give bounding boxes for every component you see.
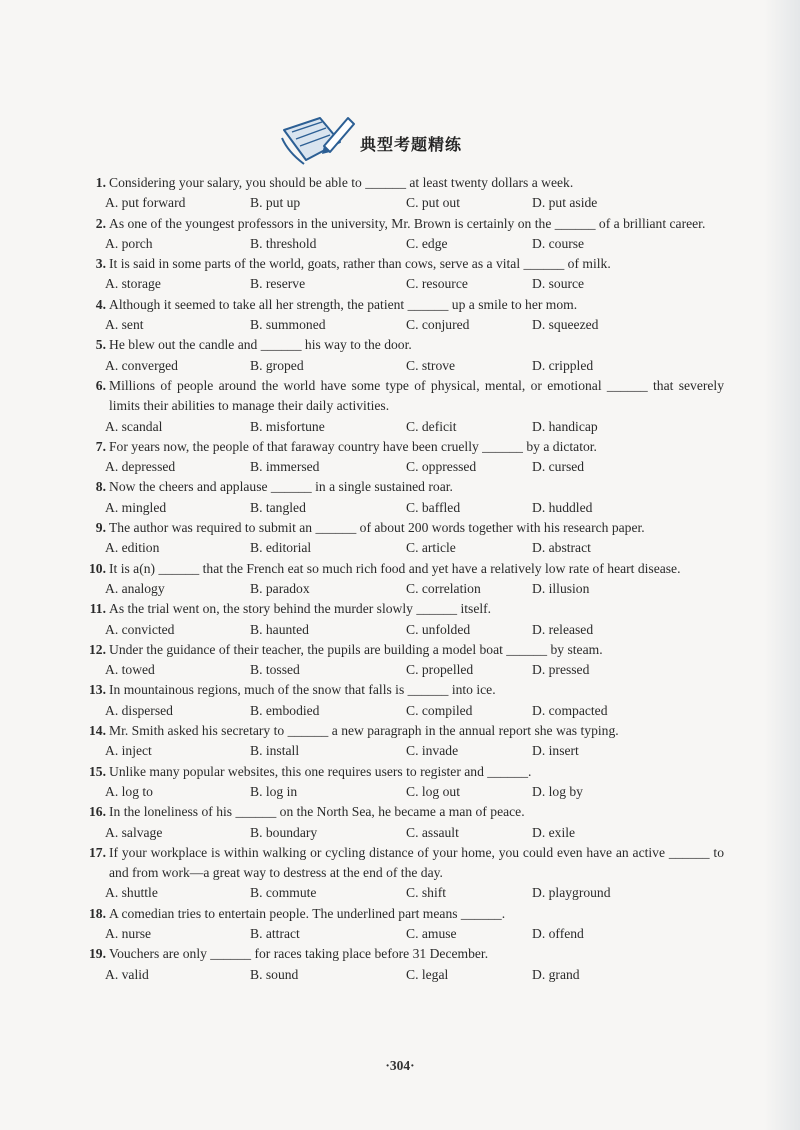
- question-list: [88, 173, 724, 985]
- question-number: 14.: [89, 723, 106, 739]
- page-number: ·304·: [385, 1058, 415, 1073]
- question-16: [88, 802, 724, 843]
- option-a: A. analogy: [105, 580, 165, 596]
- option-a: A. depressed: [105, 459, 176, 475]
- question-6: [88, 376, 724, 437]
- question-19: [88, 944, 724, 985]
- option-a: A. sent: [105, 317, 144, 333]
- question-number: 2.: [95, 215, 106, 231]
- option-c: C. shift: [406, 885, 447, 901]
- question-number: 18.: [89, 905, 106, 921]
- option-d: D. huddled: [532, 499, 593, 515]
- question-2: [88, 214, 724, 255]
- option-b: B. tangled: [250, 499, 306, 515]
- option-a: A. valid: [105, 966, 149, 982]
- option-b: B. immersed: [250, 459, 320, 475]
- option-c: C. propelled: [406, 662, 474, 678]
- option-c: C. edge: [406, 235, 448, 251]
- option-b: B. misfortune: [250, 418, 325, 434]
- option-d: D. cursed: [532, 459, 585, 475]
- option-c: C. unfolded: [406, 621, 471, 637]
- option-c: C. compiled: [406, 702, 473, 718]
- question-1: [88, 173, 724, 214]
- option-d: D. offend: [532, 925, 584, 941]
- question-number: 11.: [89, 601, 106, 617]
- option-a: A. convicted: [105, 621, 175, 637]
- option-d: D. compacted: [532, 702, 608, 718]
- option-d: D. handicap: [532, 418, 598, 434]
- question-11: [88, 599, 724, 640]
- question-stem: In the loneliness of his ______ on the North Sea, he became a man of peace.: [109, 804, 525, 820]
- question-number: 7.: [95, 438, 106, 454]
- option-b: B. put up: [250, 195, 301, 211]
- option-c: C. log out: [406, 783, 461, 799]
- question-15: [88, 762, 724, 803]
- option-d: D. released: [532, 621, 594, 637]
- section-title: 典型考题精练: [360, 135, 463, 154]
- option-b: B. summoned: [250, 317, 326, 333]
- question-stem: Mr. Smith asked his secretary to ______ a new paragraph in the annual report she was typing.: [109, 723, 619, 739]
- option-a: A. inject: [105, 743, 152, 759]
- question-number: 5.: [95, 337, 106, 353]
- option-a: A. log to: [105, 783, 153, 799]
- option-d: D. crippled: [532, 357, 594, 373]
- option-d: D. source: [532, 276, 585, 292]
- option-d: D. insert: [532, 743, 579, 759]
- question-3: [88, 254, 724, 295]
- option-a: A. converged: [105, 357, 178, 373]
- question-number: 8.: [95, 479, 106, 495]
- option-a: A. mingled: [105, 499, 167, 515]
- option-a: A. salvage: [105, 824, 163, 840]
- question-stem: If your workplace is within walking or cycling distance of your home, you could even have an active ______ to and from work—a great way to destress at the end of the day.: [109, 844, 724, 881]
- option-d: D. exile: [532, 824, 576, 840]
- option-b: B. install: [250, 743, 300, 759]
- question-number: 12.: [89, 641, 106, 657]
- question-stem: As one of the youngest professors in the university, Mr. Brown is certainly on the ______ of a brilliant career.: [109, 215, 706, 231]
- option-b: B. reserve: [250, 276, 306, 292]
- question-number: 10.: [89, 560, 106, 576]
- question-number: 1.: [95, 175, 106, 190]
- option-b: B. embodied: [250, 702, 320, 718]
- option-c: C. put out: [406, 195, 461, 211]
- option-d: D. illusion: [532, 580, 590, 596]
- question-stem: A comedian tries to entertain people. The underlined part means ______.: [109, 905, 506, 921]
- question-stem: Now the cheers and applause ______ in a single sustained roar.: [109, 479, 453, 495]
- question-number: 15.: [89, 763, 106, 779]
- question-stem: He blew out the candle and ______ his way to the door.: [109, 337, 412, 353]
- question-8: [88, 477, 724, 518]
- option-b: B. log in: [250, 783, 298, 799]
- option-b: B. groped: [250, 357, 304, 373]
- question-stem: Vouchers are only ______ for races taking place before 31 December.: [109, 946, 489, 962]
- question-stem: The author was required to submit an ______ of about 200 words together with his research paper.: [109, 520, 645, 536]
- option-c: C. article: [406, 540, 456, 556]
- section-header: [0, 112, 800, 172]
- question-5: [88, 335, 724, 376]
- option-c: C. baffled: [406, 499, 461, 515]
- question-stem: In mountainous regions, much of the snow that falls is ______ into ice.: [109, 682, 496, 698]
- option-d: D. grand: [532, 966, 580, 982]
- question-number: 3.: [95, 256, 106, 272]
- option-b: B. threshold: [250, 235, 317, 251]
- option-d: D. squeezed: [532, 317, 599, 333]
- question-stem: As the trial went on, the story behind the murder slowly ______ itself.: [109, 601, 492, 617]
- question-9: [88, 518, 724, 559]
- option-a: A. put forward: [105, 195, 186, 211]
- option-a: A. shuttle: [105, 885, 158, 901]
- option-a: A. storage: [105, 276, 161, 292]
- option-b: B. boundary: [250, 824, 318, 840]
- question-number: 6.: [95, 377, 106, 393]
- question-stem: Millions of people around the world have some type of physical, mental, or emotional ______ that severely limits their abilities to manage their daily activities.: [109, 377, 724, 414]
- option-c: C. legal: [406, 966, 449, 982]
- option-c: C. amuse: [406, 925, 457, 941]
- option-d: D. abstract: [532, 540, 591, 556]
- option-d: D. pressed: [532, 662, 590, 678]
- option-b: B. attract: [250, 925, 300, 941]
- question-14: [88, 721, 724, 762]
- option-c: C. oppressed: [406, 459, 477, 475]
- option-c: C. assault: [406, 824, 459, 840]
- option-c: C. resource: [406, 276, 468, 292]
- option-c: C. invade: [406, 743, 459, 759]
- pen-and-paper-icon: [280, 112, 356, 168]
- question-number: 16.: [89, 804, 106, 820]
- option-a: A. scandal: [105, 418, 163, 434]
- question-stem: Considering your salary, you should be able to ______ at least twenty dollars a week.: [109, 175, 574, 190]
- option-a: A. porch: [105, 235, 153, 251]
- question-12: [88, 640, 724, 681]
- option-b: B. paradox: [250, 580, 310, 596]
- question-stem: Although it seemed to take all her strength, the patient ______ up a smile to her mom.: [109, 296, 578, 312]
- question-13: [88, 680, 724, 721]
- option-c: C. correlation: [406, 580, 481, 596]
- option-b: B. editorial: [250, 540, 312, 556]
- question-stem: For years now, the people of that faraway country have been cruelly ______ by a dictator.: [109, 438, 597, 454]
- question-10: [88, 559, 724, 600]
- option-b: B. haunted: [250, 621, 309, 637]
- question-number: 4.: [95, 296, 106, 312]
- option-d: D. log by: [532, 783, 583, 799]
- option-a: A. dispersed: [105, 702, 173, 718]
- option-d: D. playground: [532, 885, 611, 901]
- question-number: 19.: [89, 946, 106, 962]
- option-c: C. conjured: [406, 317, 470, 333]
- question-stem: It is said in some parts of the world, goats, rather than cows, serve as a vital ______ of milk.: [109, 256, 611, 272]
- question-stem: Unlike many popular websites, this one requires users to register and ______.: [109, 763, 532, 779]
- question-17: [88, 843, 724, 904]
- option-b: B. sound: [250, 966, 299, 982]
- question-number: 17.: [89, 844, 106, 860]
- question-stem: Under the guidance of their teacher, the pupils are building a model boat ______ by steam.: [109, 641, 603, 657]
- option-b: B. commute: [250, 885, 317, 901]
- question-stem: It is a(n) ______ that the French eat so much rich food and yet have a relatively low rate of heart disease.: [109, 560, 681, 576]
- option-d: D. put aside: [532, 195, 598, 211]
- option-a: A. edition: [105, 540, 160, 556]
- question-number: 9.: [95, 520, 106, 536]
- option-a: A. towed: [105, 662, 155, 678]
- option-a: A. nurse: [105, 925, 152, 941]
- option-d: D. course: [532, 235, 585, 251]
- question-18: [88, 904, 724, 945]
- question-7: [88, 437, 724, 478]
- question-4: [88, 295, 724, 336]
- question-number: 13.: [89, 682, 106, 698]
- option-b: B. tossed: [250, 662, 300, 678]
- option-c: C. deficit: [406, 418, 457, 434]
- option-c: C. strove: [406, 357, 456, 373]
